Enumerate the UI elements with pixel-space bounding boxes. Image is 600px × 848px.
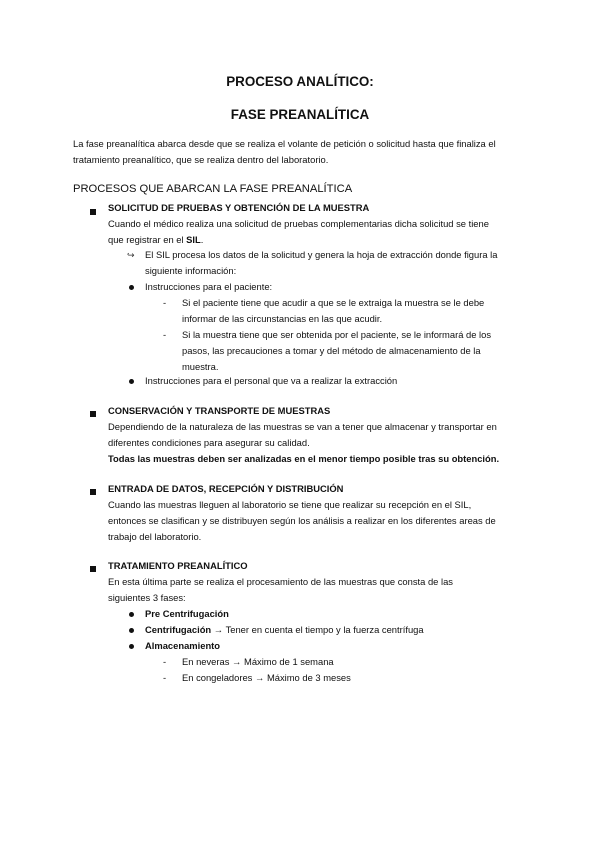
document-subtitle: FASE PREANALÍTICA	[230, 107, 370, 122]
section-heading: SOLICITUD DE PRUEBAS Y OBTENCIÓN DE LA MUESTRA	[108, 202, 370, 213]
paragraph-line: Cuando las muestras lleguen al laboratorio se tiene que realizar su recepción en el SIL,	[108, 499, 472, 510]
section-heading: TRATAMIENTO PREANALÍTICO	[108, 560, 248, 571]
list-item-text: Instrucciones para el paciente:	[145, 281, 273, 292]
list-item-text: Si el paciente tiene que acudir a que se le extraiga la muestra se le debe	[182, 297, 485, 308]
text-run: → Tener en cuenta el tiempo y la fuerza centrífuga	[211, 624, 424, 635]
round-bullet-icon	[129, 628, 134, 633]
main-heading: PROCESOS QUE ABARCAN LA FASE PREANALÍTICA	[73, 183, 353, 195]
paragraph-line: siguientes 3 fases:	[108, 592, 186, 603]
paragraph-line: Dependiendo de la naturaleza de las muestras se van a tener que almacenar y transportar en	[108, 421, 497, 432]
phase-item	[145, 622, 424, 638]
round-bullet-icon	[129, 379, 134, 384]
list-item-text: pasos, las precauciones a tomar y del método de almacenamiento de la	[182, 345, 481, 356]
paragraph-line: diferentes condiciones para asegurar su calidad.	[108, 437, 310, 448]
list-item-text: siguiente información:	[145, 265, 237, 276]
section-heading: ENTRADA DE DATOS, RECEPCIÓN Y DISTRIBUCIÓN	[108, 483, 344, 494]
list-item-text: El SIL procesa los datos de la solicitud y genera la hoja de extracción donde figura la	[145, 249, 498, 260]
list-item-text: En congeladores → Máximo de 3 meses	[182, 672, 351, 683]
phase-term: Centrifugación	[145, 624, 212, 635]
square-bullet-icon	[90, 489, 96, 495]
phase-item: Almacenamiento	[145, 640, 221, 651]
intro-line: tratamiento preanalítico, que se realiza dentro del laboratorio.	[73, 154, 329, 166]
dash-bullet: -	[163, 672, 167, 683]
intro-line: La fase preanalítica abarca desde que se realiza el volante de petición o solicitud hasta que finaliza el	[73, 138, 496, 149]
intro-paragraph	[73, 136, 533, 169]
round-bullet-icon	[129, 644, 134, 649]
document-title: PROCESO ANALÍTICO:	[226, 74, 374, 89]
emphasis-line: Todas las muestras deben ser analizadas en el menor tiempo posible tras su obtención.	[108, 453, 500, 464]
list-item-text: Instrucciones para el personal que va a realizar la extracción	[145, 375, 398, 386]
text-run: que registrar en el	[108, 234, 187, 245]
hook-arrow-icon: ↪	[127, 250, 135, 260]
list-item-text: muestra.	[182, 361, 219, 372]
paragraph-line: trabajo del laboratorio.	[108, 531, 202, 542]
paragraph-line: Cuando el médico realiza una solicitud de pruebas complementarias dicha solicitud se tiene	[108, 218, 489, 229]
square-bullet-icon	[90, 566, 96, 572]
list-item-text: En neveras → Máximo de 1 semana	[182, 656, 334, 667]
text-run: .	[200, 234, 204, 245]
square-bullet-icon	[90, 209, 96, 215]
dash-bullet: -	[163, 329, 167, 340]
section-heading: CONSERVACIÓN Y TRANSPORTE DE MUESTRAS	[108, 405, 331, 416]
paragraph-line: entonces se clasifican y se distribuyen según los análisis a realizar en los diferentes areas de	[108, 515, 496, 526]
dash-bullet: -	[163, 656, 167, 667]
sil-term: SIL	[186, 234, 201, 245]
phase-item: Pre Centrifugación	[145, 608, 229, 619]
square-bullet-icon	[90, 411, 96, 417]
paragraph-line	[108, 232, 203, 248]
list-item-text: Si la muestra tiene que ser obtenida por el paciente, se le informará de los	[182, 329, 492, 340]
paragraph-line: En esta última parte se realiza el procesamiento de las muestras que consta de las	[108, 576, 453, 587]
round-bullet-icon	[129, 612, 134, 617]
round-bullet-icon	[129, 285, 134, 290]
dash-bullet: -	[163, 297, 167, 308]
list-item-text: informar de las circunstancias en las que acudir.	[182, 313, 383, 324]
